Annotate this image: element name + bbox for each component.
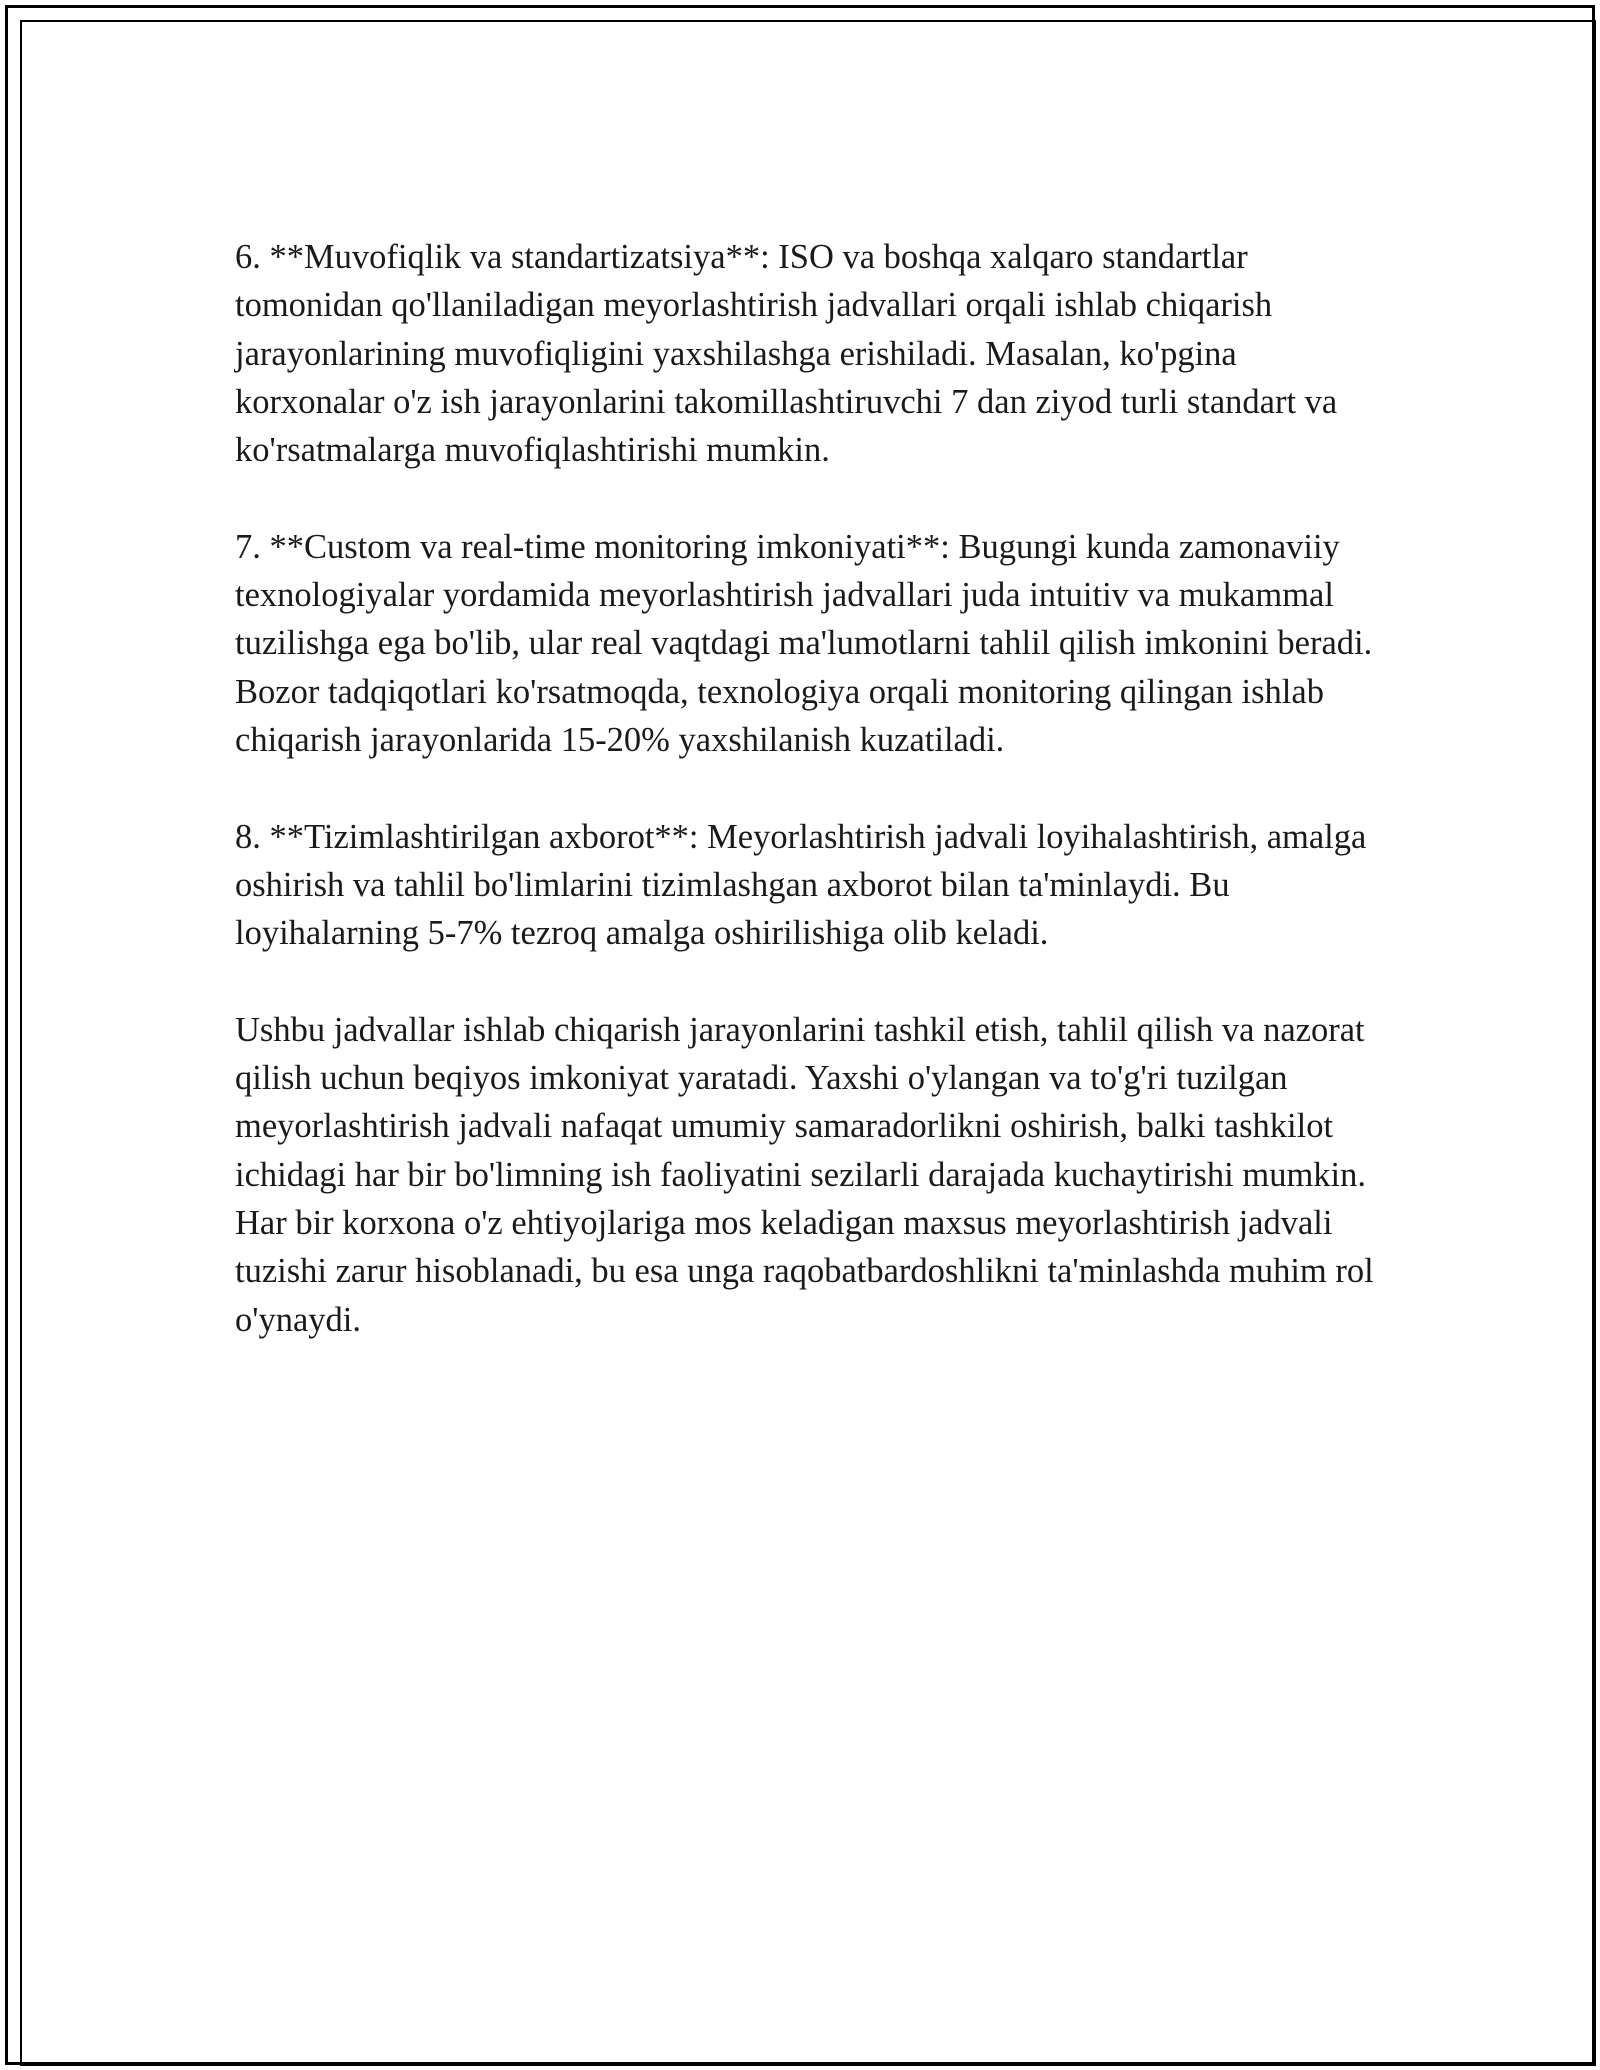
paragraph-item-8-systematized-info: 8. **Tizimlashtirilgan axborot**: Meyorlashtirish jadvali loyihalashtirish, amalga oshirish va tahlil bo'limlarini tizimlashgan axborot bilan ta'minlaydi. Bu loyihalarning 5-7% tezroq amalga oshirilishiga olib keladi. — [235, 817, 1367, 953]
paragraph-item-7-monitoring: 7. **Custom va real-time monitoring imkoniyati**: Bugungi kunda zamonaviiy texnologiyalar yordamida meyorlashtirish jadvallari juda intuitiv va mukammal tuzilishga ega bo'lib, ular real vaqtdagi ma'lumotlarni tahlil qilish imkonini beradi. Bozor tadqiqotlari ko'rsatmoqda, texnologiya orqali monitoring qilingan ishlab chiqarish jarayonlarida 15-20% yaxshilanish kuzatiladi. — [235, 527, 1373, 759]
document-body — [235, 233, 1385, 1392]
paragraph-item-6-compliance: 6. **Muvofiqlik va standartizatsiya**: ISO va boshqa xalqaro standartlar tomonidan qo'llaniladigan meyorlashtirish jadvallari orqali ishlab chiqarish jarayonlarining muvofiqligini yaxshilashga erishiladi. Masalan, ko'pgina korxonalar o'z ish jarayonlarini takomillashtiruvchi 7 dan ziyod turli standart va ko'rsatmalarga muvofiqlashtirishi mumkin. — [235, 238, 1338, 470]
paragraph-conclusion: Ushbu jadvallar ishlab chiqarish jarayonlarini tashkil etish, tahlil qilish va nazorat qilish uchun beqiyos imkoniyat yaratadi. Yaxshi o'ylangan va to'g'ri tuzilgan meyorlashtirish jadvali nafaqat umumiy samaradorlikni oshirish, balki tashkilot ichidagi har bir bo'limning ish faoliyatini sezilarli darajada kuchaytirishi mumkin. Har bir korxona o'z ehtiyojlariga mos keladigan maxsus meyorlashtirish jadvali tuzishi zarur hisoblanadi, bu esa unga raqobatbardoshlikni ta'minlashda muhim rol o'ynaydi. — [235, 1010, 1374, 1339]
